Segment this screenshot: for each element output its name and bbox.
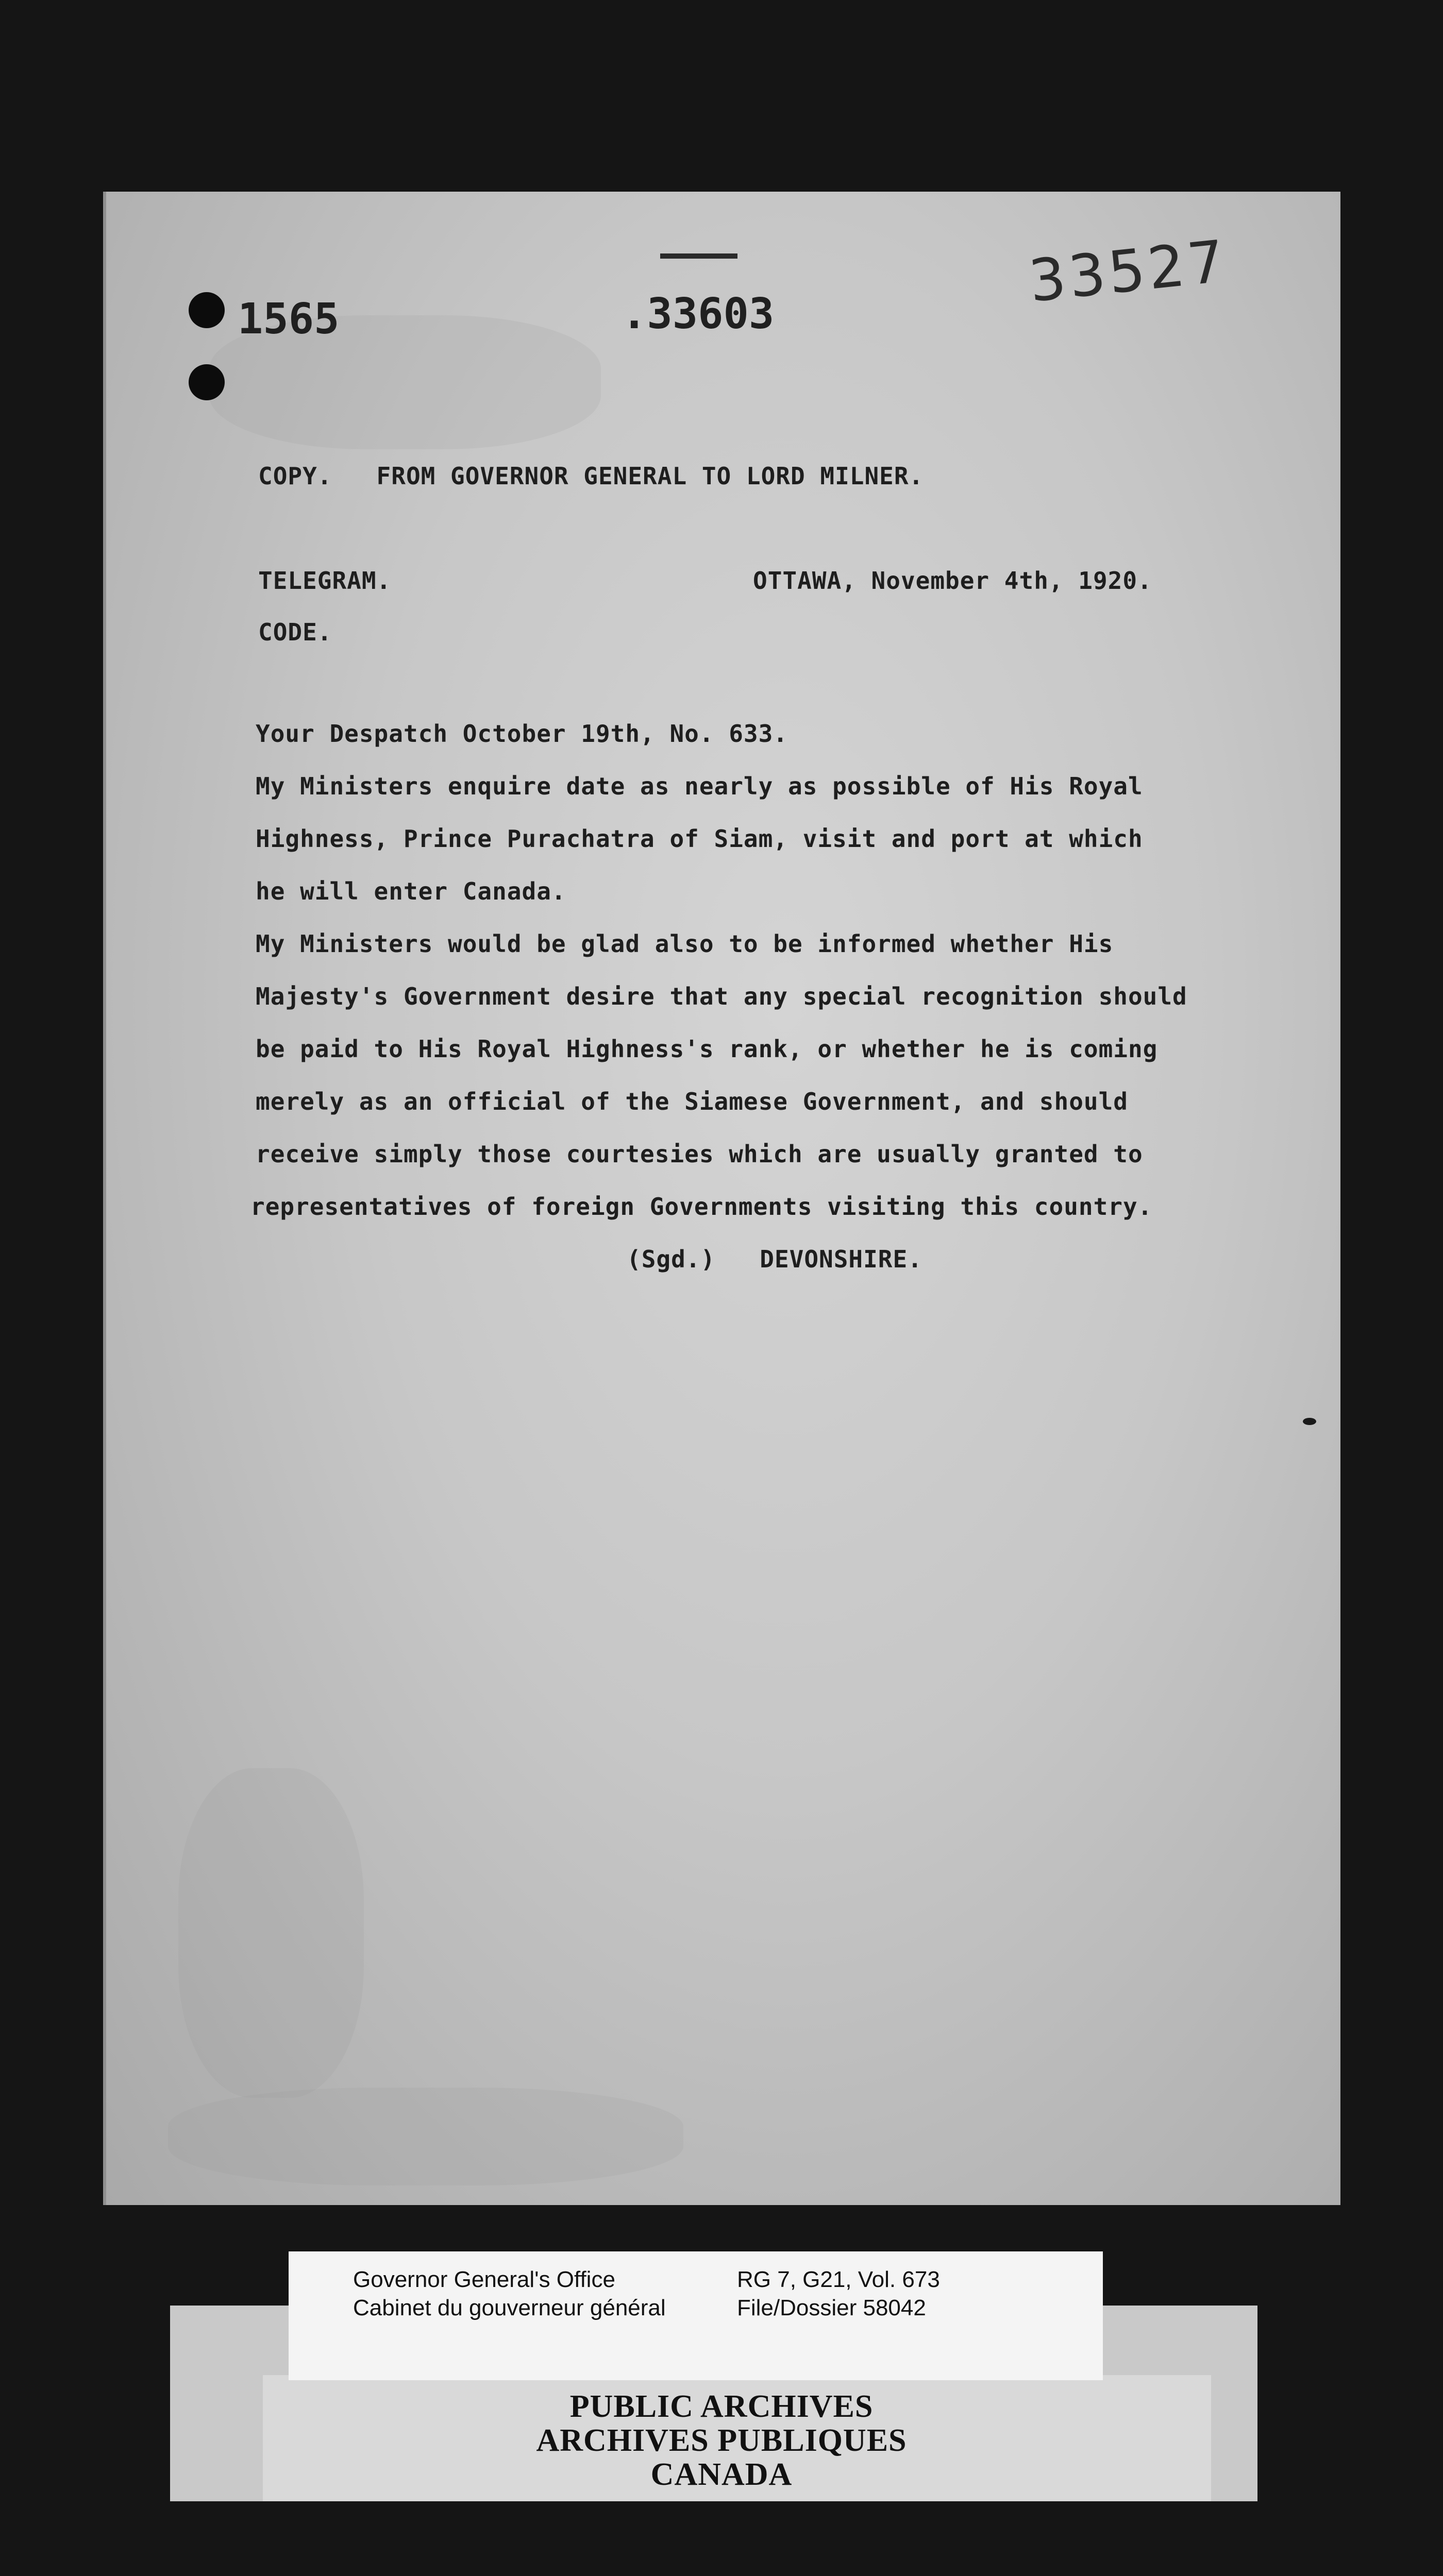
stamp-dash <box>660 253 737 259</box>
telegram-label: TELEGRAM. <box>258 567 392 595</box>
office-name-en: Governor General's Office <box>353 2267 615 2292</box>
archive-reference: RG 7, G21, Vol. 673 <box>737 2267 940 2292</box>
faint-bleedthrough-bottom <box>168 2088 683 2185</box>
ink-speck <box>1303 1418 1316 1425</box>
faint-bleedthrough-seal <box>178 1768 364 2098</box>
archive-stamp-line-2: ARCHIVES PUBLIQUES <box>536 2423 907 2458</box>
body-line: Your Despatch October 19th, No. 633. <box>256 720 788 748</box>
punch-hole-bottom <box>189 364 225 400</box>
body-line: representatives of foreign Governments visiting this country. <box>250 1193 1153 1221</box>
signature: (Sgd.) DEVONSHIRE. <box>627 1245 922 1273</box>
body-line: My Ministers enquire date as nearly as possible of His Royal <box>256 772 1143 800</box>
body-line: be paid to His Royal Highness's rank, or whether he is coming <box>256 1035 1158 1063</box>
archive-label <box>289 2251 1103 2380</box>
place-date: OTTAWA, November 4th, 1920. <box>753 567 1152 595</box>
heading-line: COPY. FROM GOVERNOR GENERAL TO LORD MILNER. <box>258 462 924 490</box>
handwritten-number: 33527 <box>1026 228 1231 315</box>
body-line: My Ministers would be glad also to be informed whether His <box>256 930 1114 958</box>
body-line: Highness, Prince Purachatra of Siam, visit and port at which <box>256 825 1143 853</box>
archive-stamp-line-1: PUBLIC ARCHIVES <box>569 2389 874 2424</box>
body-line: merely as an official of the Siamese Government, and should <box>256 1088 1128 1115</box>
document-page <box>103 192 1340 2205</box>
stamp-number-left: 1565 <box>238 295 340 344</box>
body-line: receive simply those courtesies which are usually granted to <box>256 1140 1143 1168</box>
archive-stamp-line-3: CANADA <box>650 2457 793 2492</box>
body-line: he will enter Canada. <box>256 877 566 905</box>
office-name-fr: Cabinet du gouverneur général <box>353 2295 666 2320</box>
punch-hole-top <box>189 292 225 328</box>
archive-file-number: File/Dossier 58042 <box>737 2295 926 2320</box>
body-line: Majesty's Government desire that any special recognition should <box>256 982 1187 1010</box>
stamp-number-center: .33603 <box>622 290 775 338</box>
code-label: CODE. <box>258 618 332 646</box>
